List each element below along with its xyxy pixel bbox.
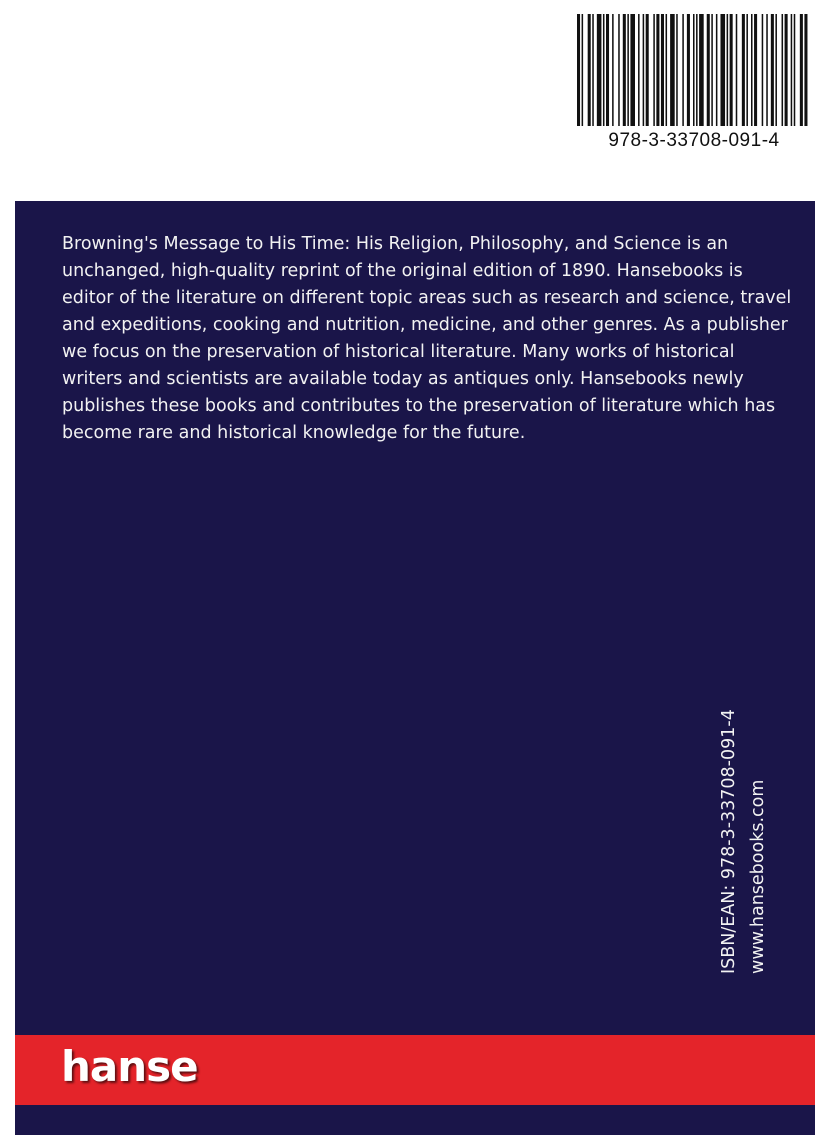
barcode-bar bbox=[627, 14, 629, 126]
barcode-bar bbox=[754, 14, 757, 126]
barcode-bar bbox=[742, 14, 745, 126]
barcode-bar bbox=[612, 14, 614, 126]
hanse-logo: hanse bbox=[61, 1042, 198, 1091]
barcode-bar bbox=[794, 14, 796, 126]
barcode-bar bbox=[751, 14, 753, 126]
barcode-bar bbox=[666, 14, 668, 126]
barcode-bar bbox=[782, 14, 784, 126]
barcode-bar bbox=[588, 14, 591, 126]
book-description: Browning's Message to His Time: His Religion, Philosophy, and Science is an unchanged, high-quality reprint of the original edition of 1890. Hansebooks is editor of the literature on different topic areas such as research and science, travel and expeditions, cooking and nutrition, medicine, and other genres. As a publisher we focus on the preservation of historical literature. Many works of historical writers and scientists are available today as antiques only. Hansebooks newly publishes these books and contributes to the preservation of literature which has become rare and historical knowledge for the future. bbox=[62, 234, 792, 443]
barcode-bar bbox=[766, 14, 768, 126]
barcode-bar bbox=[606, 14, 609, 126]
barcode-bar bbox=[643, 14, 645, 126]
barcode-bar bbox=[676, 14, 678, 126]
barcode-bar bbox=[699, 14, 704, 126]
barcode-bar bbox=[762, 14, 764, 126]
barcode-bar bbox=[696, 14, 698, 126]
barcode-bar bbox=[682, 14, 684, 126]
barcode-bar bbox=[687, 14, 690, 126]
barcode-bar bbox=[711, 14, 713, 126]
barcode-bar bbox=[592, 14, 594, 126]
back-cover-panel bbox=[15, 201, 815, 1135]
barcode-bar bbox=[656, 14, 659, 126]
barcode-bar bbox=[804, 14, 807, 126]
barcode-bar bbox=[582, 14, 584, 126]
barcode-bar bbox=[693, 14, 695, 126]
barcode-image bbox=[577, 14, 809, 126]
barcode-bar bbox=[771, 14, 774, 126]
barcode-bar bbox=[670, 14, 675, 126]
barcode-bar bbox=[630, 14, 635, 126]
barcode-bar bbox=[618, 14, 620, 126]
barcode-bar bbox=[791, 14, 793, 126]
barcode-bar bbox=[730, 14, 733, 126]
barcode-bar bbox=[707, 14, 710, 126]
barcode-bar bbox=[720, 14, 725, 126]
publisher-band bbox=[15, 1035, 815, 1105]
barcode-bar bbox=[736, 14, 738, 126]
barcode-area bbox=[571, 14, 817, 154]
barcode-isbn-number: 978-3-33708-091-4 bbox=[608, 130, 780, 151]
barcode-bar bbox=[661, 14, 664, 126]
barcode-bar bbox=[646, 14, 649, 126]
barcode-bar bbox=[746, 14, 748, 126]
barcode-bar bbox=[727, 14, 729, 126]
barcode-bar bbox=[577, 14, 580, 126]
barcode-bar bbox=[716, 14, 718, 126]
website-text: www.hansebooks.com bbox=[748, 779, 768, 974]
barcode-bar bbox=[775, 14, 777, 126]
barcode-bar bbox=[623, 14, 626, 126]
barcode-bar bbox=[653, 14, 655, 126]
barcode-bar bbox=[597, 14, 602, 126]
barcode-bar bbox=[800, 14, 803, 126]
barcode-bar bbox=[603, 14, 605, 126]
isbn-ean-text: ISBN/EAN: 978-3-33708-091-4 bbox=[719, 709, 739, 974]
barcode-bar bbox=[638, 14, 640, 126]
barcode-bar bbox=[785, 14, 788, 126]
isbn-website-block bbox=[715, 699, 785, 974]
